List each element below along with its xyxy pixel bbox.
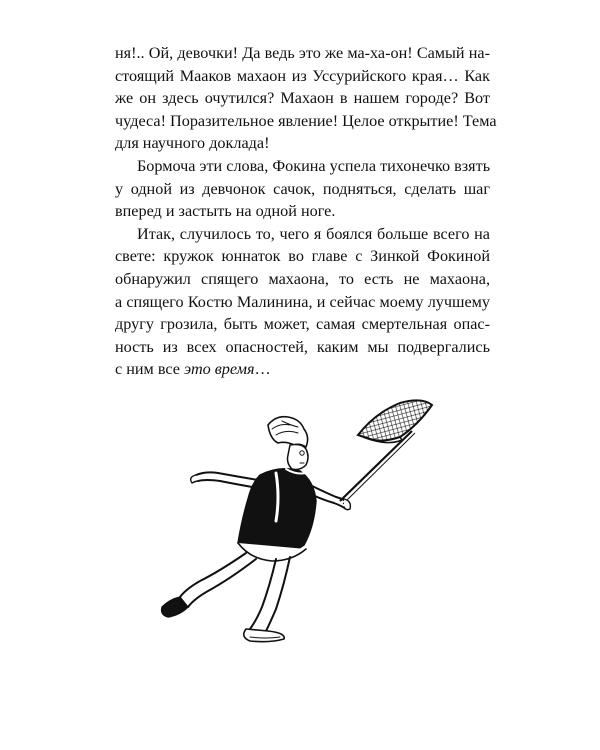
text-line: стоящий Мааков махаон из Уссурийского края… Как <box>115 66 490 85</box>
text-line: Итак, случилось то, чего я боялся больше всего на <box>137 224 490 243</box>
text-line <box>115 358 490 381</box>
italic-phrase: это время <box>184 360 255 379</box>
running-girl <box>162 417 351 642</box>
text-line: свете: кружок юннаток во главе с Зинкой Фокиной <box>115 247 490 266</box>
text-line: а спящего Костю Малинина, и сейчас моему лучшему <box>115 292 490 311</box>
last-line-suffix: … <box>254 360 271 379</box>
text-line: ня!.. Ой, девочки! Да ведь это же ма-ха-он! Самый на- <box>115 44 490 62</box>
butterfly-net <box>340 400 432 504</box>
text-line: вперед и застыть на одной ноге. <box>115 202 336 221</box>
text-line: ность из всех опасностей, каким мы подвергались <box>115 337 490 356</box>
paragraph-1 <box>115 42 497 155</box>
text-line: чудеса! Поразительное явление! Целое открытие! Тема <box>115 111 497 130</box>
paragraph-3 <box>115 223 490 381</box>
text-line: для научного доклада! <box>115 134 270 153</box>
last-line-prefix: с ним все <box>115 360 185 379</box>
text-line: у одной из девчонок сачок, подняться, сделать шаг <box>115 179 490 198</box>
text-line: обнаружил спящего махаона, то есть не махаона, <box>115 269 490 288</box>
text-line: другу грозила, быть может, самая смертельная опас- <box>115 315 490 334</box>
girl-with-butterfly-net-illustration <box>100 385 520 705</box>
text-line: же он здесь очутился? Махаон в нашем городе? Вот <box>115 89 490 108</box>
paragraph-2 <box>115 155 490 223</box>
page-text <box>115 42 497 381</box>
text-line: Бормоча эти слова, Фокина успела тихонечко взять <box>137 156 491 175</box>
